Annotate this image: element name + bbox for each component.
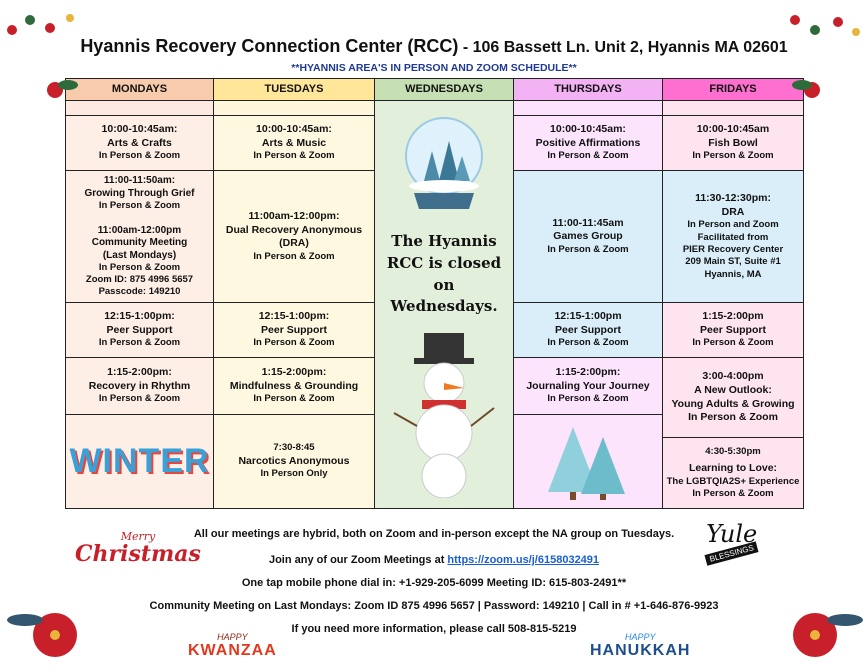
slot-text: Fish Bowl [708,136,758,149]
slot-text: Games Group [553,230,623,243]
slot-text: In Person & Zoom [253,150,335,162]
slot-text: HAPPY [217,632,248,642]
slot-text: Wednesdays. [390,297,498,316]
slot-text: In Person & Zoom [98,200,181,212]
slot-text: 3:00-4:00pm [702,370,764,383]
spacer-cell [65,100,214,116]
ornaments-icon [0,0,90,40]
ornaments-icon [780,0,868,40]
monday-slot [65,115,214,171]
snowy-trees-icon [543,422,633,502]
snowman-icon [389,328,499,498]
slot-text: 1:15-2:00pm: [555,366,621,379]
holly-icon [40,70,80,110]
monday-slot [65,357,214,415]
merry-christmas-logo [75,530,201,565]
slot-text: Facilitated from [697,231,769,243]
thursday-slot [513,170,663,303]
slot-text: In Person & Zoom [547,393,629,405]
slot-text: 1:15-2:00pm: [261,366,327,379]
slot-text: 4:30-5:30pm [705,445,761,457]
slot-text: In Person & Zoom [98,337,181,349]
slot-text: Arts & Music [261,136,327,149]
friday-slot [662,302,804,358]
slot-text: In Person & Zoom [98,393,181,405]
phone-dial-in: One tap mobile phone dial in: +1-929-205-6099 Meeting ID: 615-803-2491** [241,577,627,589]
slot-text: In Person & Zoom [98,150,181,162]
friday-slot [662,357,804,438]
slot-text: 209 Main ST, Suite #1 [685,256,781,268]
happy-kwanzaa-logo [188,632,277,660]
slot-text: 11:00am-12:00pm [97,224,182,236]
poinsettia-icon [755,580,865,670]
slot-text: 11:30-12:30pm: [695,192,771,204]
slot-text: Peer Support [700,323,766,336]
friday-slot [662,170,804,303]
wednesday-closed [374,100,514,509]
slot-text: (DRA) [279,237,309,250]
slot-text: 12:15-1:00pm: [258,310,330,323]
slot-text: 7:30-8:45 [273,442,315,454]
poinsettia-icon [5,580,115,670]
community-meeting-info: Community Meeting on Last Mondays: Zoom ID 875 4996 5657 | Password: 149210 | Call in # +1-646-876-9923 [149,600,719,612]
slot-text: Peer Support [261,323,327,336]
slot-text: Young Adults & Growing [671,397,795,410]
spacer-cell [213,100,375,116]
center-name: Hyannis Recovery Connection Center (RCC) [80,36,459,56]
slot-text: The LGBTQIA2S+ Experience [666,475,800,487]
slot-text: Zoom ID: 875 4996 5657 [85,274,194,285]
slot-text: 11:00-11:45am [552,216,624,229]
slot-text: In Person & Zoom [253,250,335,262]
tuesday-slot [213,414,375,509]
tuesday-slot [213,302,375,358]
slot-text: Dual Recovery Anonymous [225,223,363,236]
thursday-slot [513,115,663,171]
winter-art [65,414,214,509]
header-wednesdays: WEDNESDAYS [374,78,514,101]
slot-text: Mindfulness & Grounding [229,379,359,392]
center-address: - 106 Bassett Ln. Unit 2, Hyannis MA 02601 [458,39,788,56]
slot-text: KWANZAA [188,642,277,659]
slot-text: Merry [120,530,156,543]
contact-info: If you need more information, please call 508-815-5219 [291,623,577,635]
slot-text: A New Outlook: [694,383,772,396]
happy-hanukkah-logo [590,632,690,660]
slot-text: In Person & Zoom [547,337,629,349]
slot-text: In Person & Zoom [253,337,335,349]
header-thursdays: THURSDAYS [513,78,663,101]
slot-text: 10:00-10:45am: [256,123,332,136]
schedule-subtitle: **HYANNIS AREA'S IN PERSON AND ZOOM SCHEDULE** [291,62,577,74]
slot-text: HANUKKAH [590,642,691,659]
hybrid-note: All our meetings are hybrid, both on Zoom and in-person except the NA group on Tuesdays. [193,528,675,540]
slot-text: 10:00-10:45am: [101,123,178,136]
slot-text: In Person & Zoom [547,150,629,162]
slot-text: Positive Affirmations [535,136,641,149]
slot-text: In Person Only [260,468,328,480]
slot-text: Community Meeting [91,237,188,249]
slot-text: Hyannis, MA [704,268,762,280]
snow-globe-icon [399,111,489,221]
header-tuesdays: TUESDAYS [213,78,375,101]
slot-text: Learning to Love: [688,462,778,474]
slot-text: 1:15-2:00pm [702,310,764,323]
slot-text: (Last Mondays) [102,249,177,261]
slot-text: Narcotics Anonymous [238,454,350,467]
slot-text: 10:00-10:45am [696,123,770,136]
slot-text: BLESSINGS [704,541,758,565]
slot-text: In Person & Zoom [692,487,774,499]
friday-slot [662,115,804,171]
slot-text: RCC is closed on [386,253,502,294]
monday-slot [65,302,214,358]
slot-text: Yule [706,520,758,548]
header-fridays: FRIDAYS [662,78,804,101]
slot-text: The Hyannis [391,232,497,250]
slot-text: 11:00-11:50am: [103,175,176,187]
slot-text: In Person & Zoom [547,243,629,255]
spacer-cell [662,100,804,116]
slot-text: Growing Through Grief [84,187,195,199]
thursday-slot [513,302,663,358]
slot-text: In Person & Zoom [253,393,335,405]
header-mondays: MONDAYS [65,78,214,101]
slot-text: In Person & Zoom [688,411,778,424]
slot-text: 1:15-2:00pm: [107,366,172,379]
slot-text: Recovery in Rhythm [88,379,191,392]
winter-word-art: WINTER [69,442,210,481]
slot-text: Journaling Your Journey [526,379,650,392]
slot-text: Peer Support [555,323,621,336]
slot-text: Arts & Crafts [107,136,172,149]
slot-text: Peer Support [106,323,173,336]
tuesday-slot [213,357,375,415]
slot-text: Christmas [75,541,201,567]
page-title [0,36,868,57]
tuesday-slot [213,115,375,171]
slot-text: In Person & Zoom [692,150,774,162]
slot-text: HAPPY [624,632,656,642]
slot-text: In Person & Zoom [692,337,774,349]
trees-art [513,414,663,509]
slot-text: PIER Recovery Center [682,243,784,255]
holly-icon [790,70,830,110]
zoom-link[interactable]: https://zoom.us/j/6158032491 [447,554,600,566]
slot-text: In Person & Zoom [98,262,181,274]
slot-text: 12:15-1:00pm: [104,310,175,323]
slot-text: Join any of our Zoom Meetings at [268,554,448,566]
yule-blessings-logo [705,520,758,564]
slot-text: 10:00-10:45am: [550,123,626,136]
monday-slot [65,170,214,303]
slot-text: 11:00am-12:00pm: [248,209,340,222]
slot-text: In Person and Zoom [687,219,779,231]
slot-text: 12:15-1:00pm [554,310,622,323]
spacer-cell [513,100,663,116]
friday-slot [662,437,804,509]
slot-text: DRA [721,205,745,218]
thursday-slot [513,357,663,415]
tuesday-slot [213,170,375,303]
closed-message [375,231,513,318]
slot-text: Passcode: 149210 [98,285,181,297]
